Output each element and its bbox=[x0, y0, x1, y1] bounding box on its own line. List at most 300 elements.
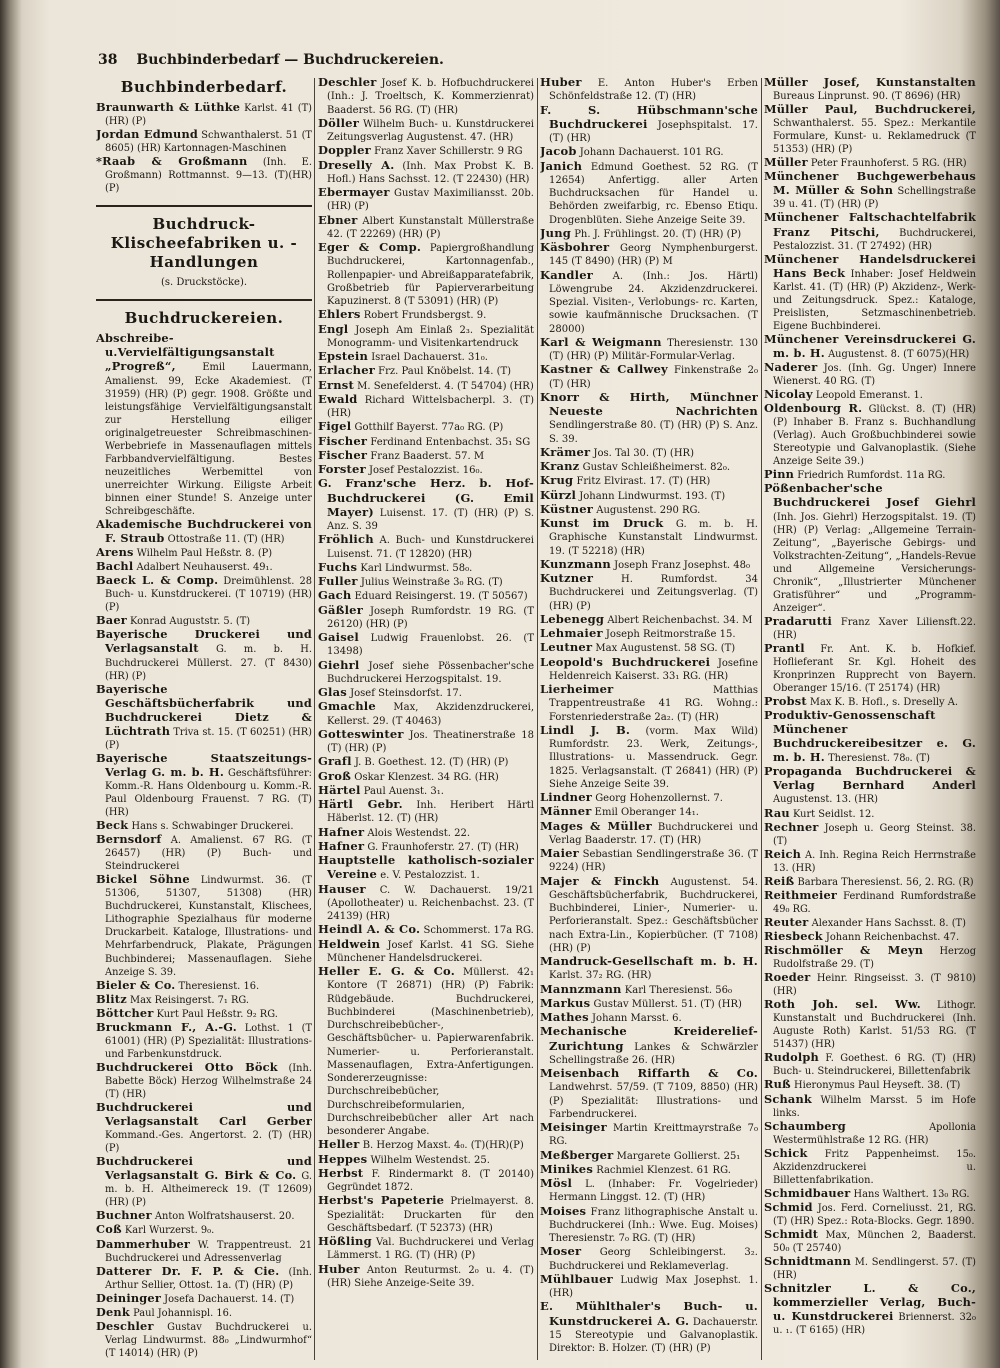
directory-entry bbox=[764, 1093, 976, 1120]
entry-details: Theresienstr. 130 (T) (HR) (P) Militär-Formular-Verlag. bbox=[549, 337, 758, 362]
firm-name: Glas bbox=[318, 685, 347, 699]
directory-entry bbox=[764, 944, 976, 971]
firm-name: Huber bbox=[318, 1261, 360, 1276]
entry-details: Richard Wittelsbacherpl. 3. (T) (HR) bbox=[327, 394, 534, 419]
firm-name: Maier bbox=[540, 846, 579, 860]
entry-details: Lithogr. Kunstanstalt und Buchdruckerei (Inh. Auguste Roth) Karlst. 51/53 RG. (T 51437) (HR) bbox=[773, 1000, 976, 1051]
firm-name: Fuller bbox=[318, 574, 358, 588]
firm-name: G. Franz'sche Herz. b. Hof-Buchdruckerei (G. Emil Mayer) bbox=[318, 476, 534, 519]
directory-entry bbox=[318, 364, 534, 378]
entry-details: Gustav Schleißheimerst. 82₀. bbox=[582, 462, 731, 473]
directory-entry bbox=[764, 998, 976, 1051]
entry-details: Gotthilf Bayerst. 77a₀ RG. (P) bbox=[354, 422, 504, 434]
entry-details: G. m. b. H. Graphische Kunstanstalt Lindwurmst. 19. (T 52218) (HR) bbox=[549, 519, 758, 557]
directory-entry bbox=[318, 1167, 534, 1195]
directory-entry bbox=[318, 1138, 534, 1152]
directory-entry bbox=[540, 1245, 758, 1273]
firm-name: Janich bbox=[540, 158, 583, 173]
directory-entry bbox=[764, 916, 976, 930]
entry-details: Buchdruckerei, Pestalozzist. 31. (T 27492) (HR) bbox=[773, 227, 976, 252]
directory-entry bbox=[318, 798, 534, 826]
firm-name: Leopold's Buchdruckerei bbox=[540, 654, 711, 669]
directory-entry bbox=[318, 923, 534, 937]
directory-entry bbox=[540, 517, 758, 558]
directory-entry bbox=[318, 589, 534, 603]
entry-details: Augustenst. 8. (T 6075)(HR) bbox=[828, 348, 970, 360]
entry-details: Franz Xaver Liliensft.22.(HR) bbox=[773, 616, 976, 641]
directory-entry bbox=[318, 631, 534, 659]
entry-details: Herzog Rudolfstraße 29. (T) bbox=[773, 946, 976, 971]
page-header bbox=[98, 52, 758, 72]
firm-name: Meisenbach Riffarth & Co. bbox=[540, 1066, 758, 1080]
entry-details: Matthias Trappentreustraße 41 RG. Wohng.: Forstenriederstraße 2a₂. (T) (HR) bbox=[549, 685, 758, 723]
firm-name: Braunwarth & Lüthke bbox=[96, 100, 241, 114]
directory-entry bbox=[540, 363, 758, 391]
firm-name: Ehlers bbox=[318, 307, 361, 322]
entry-details: Jos. Tal 30. (T) (HR) bbox=[593, 447, 694, 459]
firm-name: Gaisel bbox=[318, 630, 360, 644]
directory-entry bbox=[318, 1235, 534, 1263]
directory-entry bbox=[540, 160, 758, 227]
directory-entry bbox=[764, 156, 976, 170]
directory-entry bbox=[540, 489, 758, 503]
directory-entry bbox=[764, 76, 976, 103]
entry-details: Karlst. 37₂ RG. (HR) bbox=[549, 970, 652, 982]
directory-entry bbox=[540, 955, 758, 983]
directory-entry bbox=[764, 642, 976, 695]
directory-entry bbox=[764, 253, 976, 333]
directory-entry bbox=[318, 477, 534, 533]
directory-entry bbox=[540, 1300, 758, 1355]
directory-entry bbox=[96, 128, 312, 155]
directory-entry bbox=[764, 765, 976, 806]
directory-entry bbox=[540, 76, 758, 104]
entry-details: Lothst. 1 (T 61001) (HR) (P) Spezialität: Illustrations- und Farbenkunstdruck. bbox=[105, 1022, 312, 1060]
directory-entry bbox=[318, 159, 534, 187]
entry-details: Inhaber: Josef Heldwein Karlst. 41. (T) (HR) (P) Akzidenz-, Werk- und Zeitungsdruck. Spez.: Kataloge, Preislisten, Setzmaschinenbetrieb. Eigene Buchbinderei. bbox=[773, 268, 976, 332]
entry-details: Emil Oberanger 14₁. bbox=[594, 807, 699, 819]
firm-name: Ruß bbox=[764, 1077, 791, 1092]
entry-details: Wilhelm Westendst. 25. bbox=[370, 1154, 490, 1166]
directory-entry bbox=[96, 546, 312, 560]
firm-name: Bayerische Staatszeitungs-Verlag G. m. b. H. bbox=[96, 750, 312, 779]
firm-name: Schmidt bbox=[764, 1226, 819, 1241]
directory-entry bbox=[540, 1163, 758, 1177]
firm-name: Jung bbox=[540, 225, 572, 240]
firm-name: Baeck L. & Comp. bbox=[96, 573, 219, 588]
entry-details: Karl Theresienst. 56₀ bbox=[624, 984, 733, 996]
directory-entry bbox=[764, 170, 976, 211]
entry-details: Georg Hohenzollernst. 7. bbox=[595, 793, 723, 804]
entry-details: Alexander Hans Sachsst. 8. (T) bbox=[811, 917, 966, 929]
entry-details: Albert Kunstanstalt Müllerstraße 42. (T 22269) (HR) (P) bbox=[327, 215, 534, 240]
entry-details: Josef siehe Pössenbacher'sche Buchdruckerei Herzogspitalst. 19. bbox=[327, 660, 534, 685]
buchbinderbedarf-list bbox=[96, 101, 312, 195]
directory-entry bbox=[318, 575, 534, 589]
entry-details: Gustav Müllerst. 51. (T) (HR) bbox=[593, 998, 742, 1010]
directory-entry bbox=[540, 1149, 758, 1163]
directory-entry bbox=[318, 1194, 534, 1235]
firm-name: Akademische Buchdruckerei von F. Straub bbox=[96, 517, 312, 546]
firm-name: Heindl A. & Co. bbox=[318, 922, 421, 937]
firm-name: Mages & Müller bbox=[540, 818, 652, 833]
entry-details: Albert Reichenbachst. 34. M bbox=[607, 614, 753, 626]
entry-details: J. B. Goethest. 12. (T) (HR) (P) bbox=[354, 757, 509, 769]
firm-name: Schank bbox=[764, 1091, 812, 1106]
directory-entry bbox=[764, 388, 976, 402]
directory-entry bbox=[96, 1155, 312, 1209]
entry-details: Ph. J. Frühlingst. 20. (T) (HR) (P) bbox=[574, 228, 742, 240]
directory-entry bbox=[540, 997, 758, 1011]
entry-details: Josefine Heldenreich Kaiserst. 33₁ RG. (HR) bbox=[549, 657, 758, 682]
firm-name: Ebermayer bbox=[318, 185, 390, 199]
entry-details: Alois Westendst. 22. bbox=[367, 827, 471, 839]
entry-details: Adalbert Neuhauserst. 49₁. bbox=[136, 562, 273, 574]
firm-name: Mannzmann bbox=[540, 981, 622, 996]
entry-details: Edmund Goethest. 52 RG. (T 12654) Anfertigg. aller Arten Buchdrucksachen für Handel u. Behörden zweifarbig, rc. Ebenso Etiqu. Drogenblüten. Siehe Anzeige Seite 39. bbox=[549, 161, 758, 226]
directory-entry bbox=[318, 659, 534, 687]
directory-entry bbox=[96, 332, 312, 518]
firm-name: Figel bbox=[318, 419, 352, 434]
directory-entry bbox=[318, 76, 534, 117]
entry-details: E. Anton Huber's Erben Schönfeldstraße 12. (T) (HR) bbox=[549, 78, 758, 103]
entry-details: H. Rumfordst. 34 Buchdruckerei und Zeitungsverlag. (T) (HR) (P) bbox=[549, 574, 758, 612]
firm-name: Arens bbox=[96, 545, 134, 560]
entry-details: Josef Karlst. 41 SG. Siehe Münchener Handelsdruckerei. bbox=[327, 939, 534, 964]
directory-entry bbox=[96, 833, 312, 873]
firm-name: Meßberger bbox=[540, 1147, 614, 1162]
directory-entry bbox=[540, 791, 758, 805]
entry-details: Max Reisingerst. 7₁ RG. bbox=[130, 994, 250, 1006]
firm-name: Oldenbourg R. bbox=[764, 401, 863, 416]
directory-entry bbox=[96, 683, 312, 752]
directory-entry bbox=[540, 446, 758, 460]
firm-name: Hafner bbox=[318, 838, 365, 853]
entry-details: Franz lithographische Anstalt u. Buchdruckerei (Inh.: Wwe. Eug. Moises) Theresienstr. 7₀ RG. (T) (HR) bbox=[549, 1206, 758, 1244]
firm-name: Bachl bbox=[96, 559, 134, 574]
directory-entry bbox=[540, 474, 758, 488]
directory-entry bbox=[540, 1177, 758, 1205]
entry-details: Gustav Buchdruckerei u. Verlag Lindwurmst. 88₀ „Lindwurmhof“ (T 14014) (HR) (P) bbox=[105, 1321, 312, 1359]
firm-name: Baer bbox=[96, 613, 127, 628]
firm-name: Kürzl bbox=[540, 487, 577, 502]
firm-name: Huber bbox=[540, 76, 582, 89]
directory-entry bbox=[318, 1263, 534, 1291]
firm-name: Reuter bbox=[764, 914, 809, 929]
firm-name: Müller Josef, Kunstanstalten bbox=[764, 76, 976, 89]
firm-name: Abschreibe-u.Vervielfältigungsanstalt „Progreß“, bbox=[96, 331, 275, 374]
buchdruckereien-list bbox=[96, 332, 312, 1360]
firm-name: Herbst's Papeterie bbox=[318, 1193, 445, 1208]
entry-details: (Inh. Arthur Sellier, Ottost. 1a. (T) (HR) (P) bbox=[105, 1266, 312, 1291]
firm-name: Münchener Buchgewerbehaus M. Müller & Sohn bbox=[764, 169, 976, 198]
directory-entry bbox=[318, 533, 534, 561]
firm-name: Epstein bbox=[318, 349, 369, 363]
entry-details: Fritz Elvirast. 17. (T) (HR) bbox=[576, 476, 711, 488]
entry-details: Bureaus Linprunst. 90. (T 8696) (HR) bbox=[773, 91, 961, 103]
firm-name: Männer bbox=[540, 804, 592, 819]
firm-name: Härtl Gebr. bbox=[318, 797, 403, 811]
directory-entry bbox=[318, 826, 534, 840]
entry-details: Heinr. Ringseisst. 3. (T 9810) (HR) bbox=[773, 973, 976, 998]
entry-details: Augustenst. 290 RG. bbox=[596, 504, 701, 516]
directory-entry bbox=[540, 656, 758, 684]
directory-entry bbox=[540, 805, 758, 819]
directory-entry bbox=[540, 641, 758, 655]
entry-details: M. Senefelderst. 4. (T 54704) (HR) bbox=[357, 380, 534, 392]
entry-details: Joseph Franz Josephst. 48₀ bbox=[614, 559, 750, 571]
firm-name: Fuchs bbox=[318, 559, 358, 574]
entry-details: Schellingstraße 39 u. 41. (T) (HR) (P) bbox=[773, 186, 976, 211]
entry-details: Karlst. 41 (T) (HR) (P) bbox=[105, 103, 312, 128]
directory-entry bbox=[764, 1282, 976, 1337]
section-divider bbox=[96, 205, 312, 207]
entry-details: Julius Weinstraße 3₀ RG. (T) bbox=[360, 577, 503, 588]
entry-details: Wilhelm Buch- u. Kunstdruckerei Zeitungsverlag Augustenst. 47. (HR) bbox=[327, 118, 534, 143]
firm-name: Lindl J. B. bbox=[540, 722, 631, 737]
firm-name: Hauser bbox=[318, 881, 366, 896]
directory-entry bbox=[96, 628, 312, 682]
firm-name: Karl & Weigmann bbox=[540, 334, 662, 349]
entry-details: Theresienst. 78₀. (T) bbox=[828, 753, 930, 765]
entry-details: Apollonia Westermühlstraße 12 RG. (HR) bbox=[773, 1121, 976, 1146]
entry-details: (Inh. Babette Böck) Herzog Wilhelmstraße 24 (T) (HR) bbox=[105, 1062, 312, 1100]
entry-details: e. V. Pestalozzist. 1. bbox=[380, 870, 480, 882]
firm-name: Reiß bbox=[764, 873, 795, 888]
entry-details: Johann Dachauerst. 101 RG. bbox=[579, 147, 724, 159]
directory-entry bbox=[96, 101, 312, 128]
section-heading-klischee: Buchdruck-Klischeefabriken u. -Handlungen bbox=[110, 215, 298, 272]
directory-entry bbox=[540, 613, 758, 627]
directory-entry bbox=[318, 561, 534, 575]
entry-details: Inh. Heribert Härtl Häberlst. 12. (T) (HR) bbox=[327, 800, 534, 825]
directory-entry bbox=[96, 819, 312, 833]
firm-name: Krug bbox=[540, 473, 574, 488]
entry-details: Hans Walthert. 13₀ RG. bbox=[853, 1188, 970, 1200]
entry-details: Finkenstraße 2₀ (T) (HR) bbox=[549, 365, 758, 390]
directory-entry bbox=[764, 889, 976, 916]
entry-details: C. W. Dachauerst. 19/21 (Apollotheater) u. Reichenbachst. 23. (T 24139) (HR) bbox=[327, 884, 534, 922]
firm-name: Pinn bbox=[764, 467, 795, 482]
directory-entry bbox=[764, 1187, 976, 1201]
firm-name: Heppes bbox=[318, 1151, 368, 1166]
entry-details: A. Inh. Regina Reich Herrnstraße 13. (HR) bbox=[773, 849, 976, 874]
column-rule bbox=[537, 78, 538, 1360]
directory-entry bbox=[540, 983, 758, 997]
entry-details: F. Rindermarkt 8. (T 20140) Gegründet 1872. bbox=[327, 1168, 534, 1193]
directory-entry bbox=[540, 724, 758, 791]
firm-name: Pößenbacher'sche Buchdruckerei Josef Giehrl bbox=[764, 481, 976, 510]
firm-name: *Raab & Großmann bbox=[96, 154, 248, 169]
entry-details: Leopold Emeranst. 1. bbox=[815, 390, 923, 402]
firm-name: Kunst im Druck bbox=[540, 516, 664, 530]
column-3 bbox=[540, 76, 758, 1362]
directory-entry bbox=[318, 420, 534, 434]
entry-details: (Inh. Jos. Giehrl) Herzogspitalst. 19. (T) (HR) (P) Verlag: „Allgemeine Terrain-Zeitung“, „Bayerische Gebirgs- und Volkstrachten-Zeitung“, „Handels-Revue und Allgemeine Versicherungs-Chronik“, „Illustrierter Münchener Gratisführer“ und „Programm-Anzeiger“. bbox=[773, 511, 976, 614]
directory-entry bbox=[96, 1320, 312, 1360]
entry-details: Robert Frundsbergst. 9. bbox=[363, 310, 487, 322]
directory-entry bbox=[96, 873, 312, 978]
firm-name: Riesbeck bbox=[764, 928, 823, 943]
entry-details: Max Augustenst. 58 SG. (T) bbox=[595, 643, 736, 655]
firm-name: Meisinger bbox=[540, 1120, 607, 1134]
directory-entry bbox=[540, 1011, 758, 1025]
firm-name: Deschler bbox=[318, 76, 377, 89]
firm-name: Fischer bbox=[318, 433, 368, 448]
directory-entry bbox=[318, 117, 534, 145]
firm-name: Buchdruckerei und Verlagsanstalt Carl Gerber bbox=[96, 1100, 312, 1129]
entry-details: Kurt Paul Heßstr. 9₂ RG. bbox=[156, 1008, 278, 1020]
firm-name: Herbst bbox=[318, 1165, 364, 1180]
section-divider bbox=[96, 299, 312, 301]
firm-name: Krämer bbox=[540, 444, 591, 459]
firm-name: Böttcher bbox=[96, 1005, 154, 1020]
firm-name: Döller bbox=[318, 115, 359, 130]
directory-entry bbox=[96, 1265, 312, 1292]
firm-name: Forster bbox=[318, 462, 366, 476]
directory-entry bbox=[318, 784, 534, 798]
entry-details: Josefa Dachauerst. 14. (T) bbox=[164, 1293, 295, 1305]
entry-details: Buchdruckerei und Verlag Baaderstr. 17. (T) (HR) bbox=[549, 821, 758, 846]
firm-name: Jacob bbox=[540, 144, 577, 159]
directory-entry bbox=[764, 615, 976, 642]
entry-details: Ludwig Max Josephst. 1. (HR) bbox=[549, 1274, 758, 1299]
directory-entry bbox=[540, 683, 758, 724]
entry-details: Rachmiel Klenzest. 61 RG. bbox=[596, 1164, 731, 1176]
directory-entry bbox=[96, 993, 312, 1007]
firm-name: Käsbohrer bbox=[540, 240, 610, 254]
entry-details: A. (Inh.: Jos. Härtl) Löwengrube 24. Akzidenzdruckerei. Spezial. Visiten-, Verlobungs- rc. Karten, sowie kaufmännische Drucksachen. (T 28000) bbox=[549, 270, 758, 335]
firm-name: Moises bbox=[540, 1203, 587, 1218]
entry-details: Glückst. 8. (T) (HR) (P) Inhaber B. Franz s. Buchhandlung (Verlag). Auch Großbuchbinderei sowie Stereotypie und Galvanoplastik. (Siehe Anzeige Seite 39.) bbox=[773, 404, 976, 468]
entry-details: Johann Lindwurmst. 193. (T) bbox=[579, 490, 726, 502]
column-2 bbox=[318, 76, 534, 1362]
entry-details: B. Herzog Maxst. 4₀. (T)(HR)(P) bbox=[362, 1140, 524, 1152]
directory-entry bbox=[318, 755, 534, 769]
firm-name: Groß bbox=[318, 768, 352, 783]
firm-name: Roth Joh. sel. Ww. bbox=[764, 997, 921, 1012]
firm-name: Moser bbox=[540, 1244, 582, 1259]
directory-entry bbox=[318, 854, 534, 883]
directory-entry bbox=[540, 1067, 758, 1121]
entry-details: Fr. Ant. K. b. Hofkief. Hoflieferant Sr. Kgl. Hoheit des Kronprinzen Rupprecht von Bayern. Oberanger 15/16. (T 25174) (HR) bbox=[773, 643, 976, 695]
directory-entry bbox=[764, 821, 976, 848]
entry-details: Oskar Klenzest. 34 RG. (HR) bbox=[354, 771, 499, 783]
entry-details: Gustav Maximiliansst. 20b. (HR) (P) bbox=[327, 188, 534, 213]
directory-entry bbox=[96, 1101, 312, 1155]
directory-entry bbox=[318, 435, 534, 449]
entry-details: Ottostraße 11. (T) (HR) bbox=[167, 534, 285, 546]
directory-entry bbox=[540, 1273, 758, 1301]
directory-entry bbox=[96, 1306, 312, 1320]
entry-details: Schommerst. 17a RG. bbox=[423, 925, 534, 937]
entry-details: Ludwig Frauenlobst. 26. (T 13498) bbox=[327, 633, 534, 658]
entry-details: Hieronymus Paul Heyseft. 38. (T) bbox=[794, 1080, 961, 1092]
directory-entry bbox=[540, 269, 758, 336]
directory-entry bbox=[96, 1007, 312, 1021]
directory-entry bbox=[96, 1238, 312, 1265]
directory-entry bbox=[318, 241, 534, 308]
entry-details: Peter Fraunhoferst. 5 RG. (HR) bbox=[810, 158, 967, 170]
section-heading-buchdruckereien: Buchdruckereien. bbox=[124, 309, 284, 328]
column-rule bbox=[761, 78, 762, 1360]
entry-details: Ferdinand Rumfordstraße 49₀ RG. bbox=[773, 890, 976, 915]
directory-entry bbox=[318, 308, 534, 322]
firm-name: Pradarutti bbox=[764, 613, 833, 628]
entry-details: Max, München 2, Baaderst. 50₀ (T 25740) bbox=[773, 1229, 976, 1255]
firm-name: Buchdruckerei Otto Böck bbox=[96, 1059, 278, 1074]
firm-name: Hafner bbox=[318, 824, 365, 839]
firm-name: Buchner bbox=[96, 1208, 152, 1223]
firm-name: Deschler bbox=[96, 1318, 154, 1333]
firm-name: Bayerische Druckerei und Verlagsanstalt bbox=[96, 627, 312, 656]
firm-name: Naderer bbox=[764, 359, 818, 374]
directory-entry bbox=[764, 1078, 976, 1092]
firm-name: Schick bbox=[764, 1145, 808, 1160]
directory-entry bbox=[540, 1121, 758, 1149]
firm-name: Kranz bbox=[540, 459, 580, 473]
running-title: Buchbinderbedarf — Buchdruckereien. bbox=[136, 52, 444, 68]
directory-entry bbox=[540, 104, 758, 146]
directory-entry bbox=[764, 482, 976, 614]
directory-entry bbox=[96, 1061, 312, 1101]
firm-name: Deininger bbox=[96, 1290, 162, 1305]
entry-details: Anton Wolfratshauserst. 20. bbox=[154, 1211, 295, 1223]
firm-name: Roeder bbox=[764, 970, 811, 985]
directory-entry bbox=[96, 518, 312, 546]
directory-entry bbox=[764, 1120, 976, 1147]
firm-name: Mösl bbox=[540, 1176, 573, 1190]
entry-details: Johann Reichenbachst. 47. bbox=[825, 931, 960, 943]
entry-details: Prielmayerst. 8. Spezialität: Druckarten für den Geschäftsbedarf. (T 52373) (HR) bbox=[327, 1196, 534, 1234]
firm-name: Leutner bbox=[540, 640, 593, 655]
firm-name: Müller Paul, Buchdruckerei, bbox=[764, 102, 976, 117]
entry-details: G. Fraunhoferstr. 27. (T) (HR) bbox=[367, 841, 519, 853]
directory-entry bbox=[764, 807, 976, 821]
firm-name: Rischmöller & Meyn bbox=[764, 943, 924, 957]
firm-name: Bieler & Co. bbox=[96, 977, 176, 992]
entry-details: Josef Steinsdorfst. 17. bbox=[350, 688, 462, 699]
directory-entry bbox=[96, 574, 312, 614]
firm-name: Schnidtmann bbox=[764, 1254, 852, 1269]
firm-name: Münchener Vereinsdruckerei G. m. b. H. bbox=[764, 331, 976, 360]
entry-details: A. Buch- und Kunstdruckerei Luisenst. 71. (T 12820) (HR) bbox=[327, 535, 534, 560]
directory-entry bbox=[318, 323, 534, 351]
firm-name: Majer & Finckh bbox=[540, 873, 660, 888]
entry-details: Briennerst. 32₀ u. ₁. (T 6165) (HR) bbox=[773, 1312, 976, 1337]
directory-entry bbox=[764, 333, 976, 361]
section-heading-buchbinderbedarf: Buchbinderbedarf. bbox=[120, 78, 288, 96]
entry-details: Paul Auenst. 3₁. bbox=[363, 785, 444, 797]
firm-name: Bickel Söhne bbox=[96, 872, 190, 887]
entry-details: W. Trappentreust. 21 Buchdruckerei und Adressenverlag bbox=[105, 1239, 312, 1264]
firm-name: Ebner bbox=[318, 212, 358, 227]
firm-name: Heller E. G. & Co. bbox=[318, 964, 455, 978]
directory-entry bbox=[96, 1292, 312, 1306]
directory-entry bbox=[318, 938, 534, 966]
firm-name: Blitz bbox=[96, 991, 127, 1006]
firm-name: Giehrl bbox=[318, 657, 360, 672]
directory-entry bbox=[540, 1205, 758, 1246]
entry-details: Augustenst. 13. (HR) bbox=[773, 794, 878, 806]
directory-entry bbox=[764, 695, 976, 709]
firm-name: Grafl bbox=[318, 754, 352, 769]
entry-details: Theresienst. 16. bbox=[178, 980, 260, 992]
entry-details: Josephspitalst. 17. (T) (HR) bbox=[549, 119, 758, 144]
directory-entry bbox=[96, 560, 312, 574]
firm-name: Rechner bbox=[764, 819, 819, 834]
directory-entry bbox=[318, 728, 534, 756]
